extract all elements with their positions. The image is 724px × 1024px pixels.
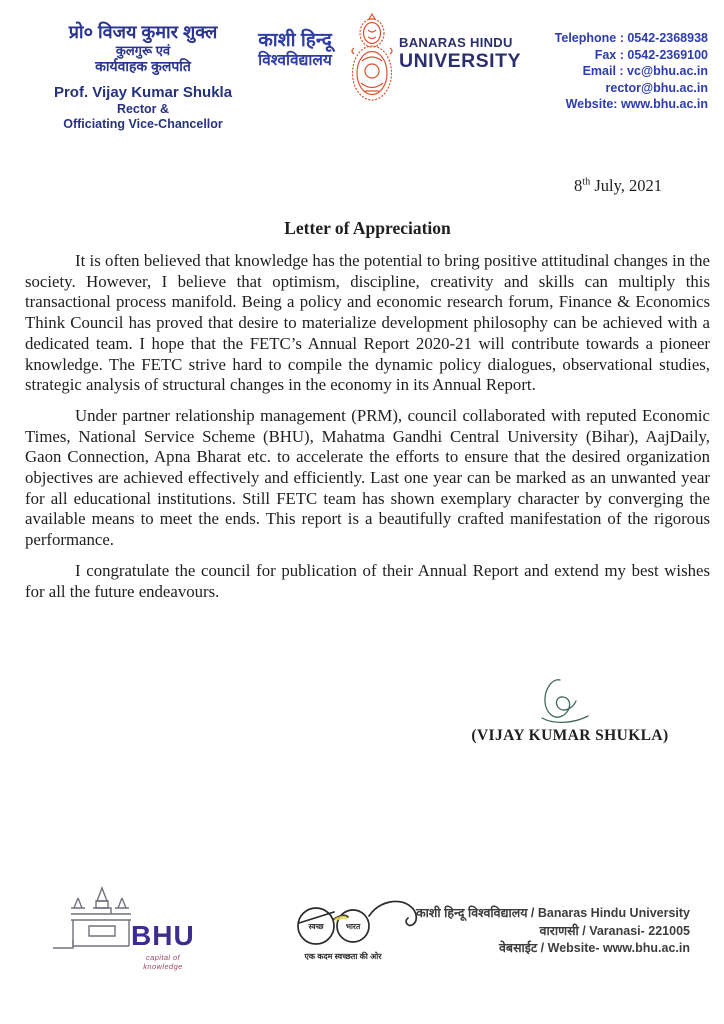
officer-role-english-2: Officiating Vice-Chancellor <box>63 117 223 131</box>
address-line-1: काशी हिन्दू विश्वविद्यालय / Banaras Hindu University <box>416 906 690 920</box>
bhu-gate-logo-icon <box>53 886 133 956</box>
university-name-english: BANARAS HINDU UNIVERSITY <box>399 35 522 72</box>
bhu-emblem-icon <box>348 12 396 104</box>
bhu-logo-text: BHU <box>131 920 195 951</box>
bhu-logo-tagline: capital of knowledge <box>143 953 183 971</box>
contact-block <box>555 30 708 113</box>
paragraph-3: I congratulate the council for publication of their Annual Report and extend my best wishes for all the future endeavours. <box>25 560 710 601</box>
footer-address <box>416 905 690 958</box>
contact-website: Website: www.bhu.ac.in <box>565 97 708 111</box>
contact-telephone: Telephone : 0542-2368938 <box>554 31 708 45</box>
signature-scribble-icon <box>532 668 592 728</box>
swachh-tagline: एक कदम स्वच्छता की ओर <box>304 952 382 961</box>
officer-role-hindi-1: कुलगुरू एवं <box>115 43 171 58</box>
officer-block <box>48 22 238 132</box>
officer-role-english-1: Rector & <box>116 102 170 116</box>
officer-role-hindi-2: कार्यवाहक कुलपति <box>95 58 191 74</box>
officer-name-english: Prof. Vijay Kumar Shukla <box>53 84 233 101</box>
address-line-2: वाराणसी / Varanasi- 221005 <box>539 923 690 938</box>
officer-name-hindi: प्रो० विजय कुमार शुक्ल <box>68 22 218 42</box>
address-line-3: वेबसाईट / Website- www.bhu.ac.in <box>498 941 690 955</box>
paragraph-1: It is often believed that knowledge has the potential to bring positive attitudinal changes in the society. However, I believe that optimism, discipline, creativity and skills can multiply this transactional process manifold. Being a policy and economic research forum, Finance & Economics Think Council has proved that desire to materialize development philosophy can be achieved with a dedicated team. I hope that the FETC’s Annual Report 2020-21 will contribute towards a pioneer knowledge. The FETC strive hard to compile the dynamic policy dialogues, observational studies, strategic analysis of structural changes in the economy in its Annual Report. <box>25 251 710 395</box>
swachh-lens-right-label: भारत <box>345 922 361 931</box>
letter-date: 8th July, 2021 <box>573 176 662 195</box>
contact-fax: Fax : 0542-2369100 <box>594 47 708 62</box>
letter-body <box>25 251 710 612</box>
university-name-hindi: काशी हिन्दू विश्वविद्यालय <box>258 30 332 69</box>
paragraph-2: Under partner relationship management (PRM), council collaborated with reputed Economic Times, National Service Scheme (BHU), Mahatma Gandhi Central University (Bihar), AajDaily, Gaon Connection, Apna Bharat etc. to accelerate the efforts to ensure that the desired organization objectives are achieved effectively and efficiently. Last one year can be marked as an unwanted year for all educational institutions. Still FETC team has shown exemplary character by converging the available means to meet the ends. This report is a beautifully crafted manifestation of the rigorous performance. <box>25 405 710 550</box>
signatory-name: (VIJAY KUMAR SHUKLA) <box>471 727 669 744</box>
contact-email: Email : vc@bhu.ac.in <box>582 64 708 78</box>
letter-title: Letter of Appreciation <box>284 218 451 238</box>
contact-email-2: rector@bhu.ac.in <box>605 80 708 95</box>
swachh-bharat-logo-icon <box>288 892 433 954</box>
swachh-lens-left-label: स्वच्छ <box>308 922 324 931</box>
